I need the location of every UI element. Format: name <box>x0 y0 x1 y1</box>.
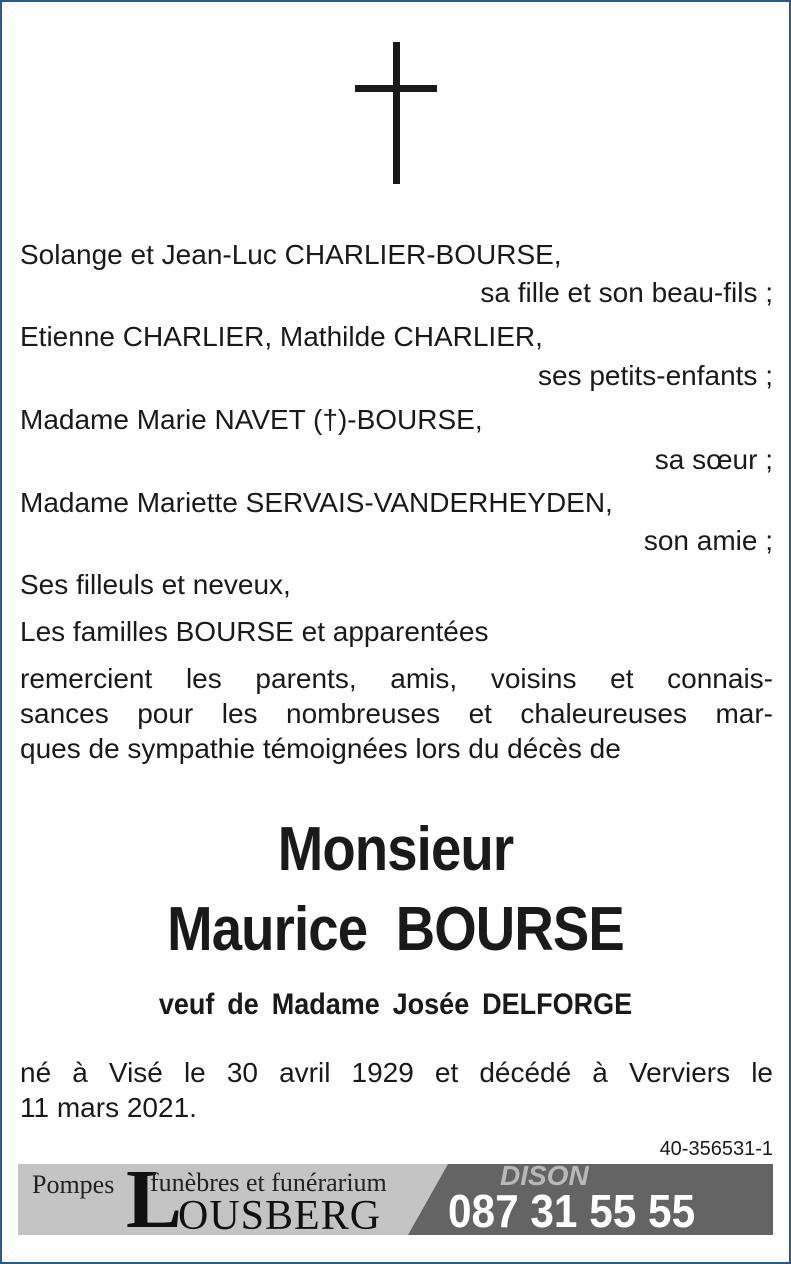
ad-initial: L <box>126 1164 183 1235</box>
deceased-title: Monsieur <box>277 815 514 884</box>
ad-name: OUSBERG <box>178 1193 382 1235</box>
others-line: Ses filleuls et neveux, <box>20 569 291 600</box>
dates-line: 11 mars 2021. <box>20 1092 197 1123</box>
thanks-line: ques de sympathie témoignées lors du décès de <box>20 733 621 764</box>
thanks-line: sances pour les nombreuses et chaleureuses mar- <box>20 698 773 729</box>
family-name: Madame Mariette SERVAIS-VANDERHEYDEN, <box>20 487 613 518</box>
ad-pompes: Pompes <box>32 1170 115 1199</box>
family-name: Solange et Jean-Luc CHARLIER-BOURSE, <box>20 239 562 270</box>
cross-icon-bar <box>355 85 437 92</box>
ad-phone: 087 31 55 55 <box>448 1185 696 1235</box>
family-relation: sa fille et son beau-fils ; <box>480 277 773 308</box>
deceased-name: Maurice BOURSE <box>167 895 624 964</box>
family-name: Madame Marie NAVET (†)-BOURSE, <box>20 404 483 435</box>
ad-city: DISON <box>500 1164 589 1191</box>
dates-line: né à Visé le 30 avril 1929 et décédé à Verviers le <box>20 1057 773 1088</box>
widower-line: veuf de Madame Josée DELFORGE <box>158 988 633 1021</box>
others-line: Les familles BOURSE et apparentées <box>20 616 489 647</box>
thanks-line: remercient les parents, amis, voisins et connais- <box>20 663 773 694</box>
family-relation: son amie ; <box>643 525 773 556</box>
family-relation: sa sœur ; <box>654 444 773 475</box>
family-relation: ses petits-enfants ; <box>537 360 773 391</box>
cross-icon <box>393 42 400 184</box>
family-name: Etienne CHARLIER, Mathilde CHARLIER, <box>20 321 543 352</box>
reference-number: 40-356531-1 <box>659 1138 773 1160</box>
funeral-home-ad <box>18 1164 773 1235</box>
ad-funebres: funèbres et funérarium <box>150 1168 387 1197</box>
